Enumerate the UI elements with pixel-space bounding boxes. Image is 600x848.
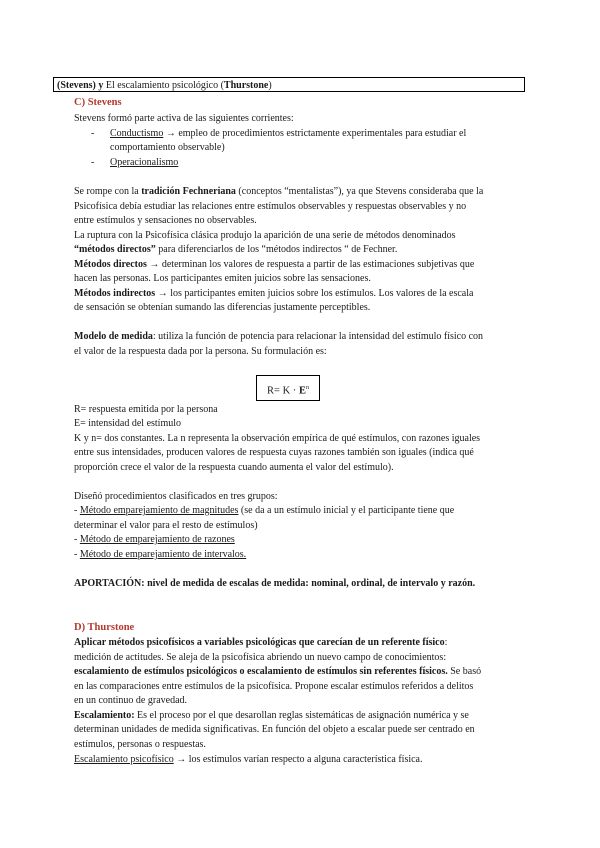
paragraph-line [74, 288, 473, 300]
text: → los participantes emiten juicios sobre los estímulos. Los valores de la escala [155, 288, 474, 299]
text: → determinan los valores de respuesta a partir de las estimaciones subjetivas que [146, 259, 475, 270]
paragraph-line: La ruptura con la Psicofísica clásica produjo la aparición de una serie de métodos denominados [74, 230, 456, 241]
bullet-conductismo-text: → empleo de procedimientos estrictamente experimentales para estudiar el [163, 128, 467, 139]
paragraph-line: Psicofísica debía estudiar las relaciones entre estímulos observables y respuestas observables y no [74, 201, 467, 212]
term-aplicar: Aplicar métodos psicofísicos a variables psicológicas que carecían de un referente físico [74, 637, 445, 648]
paragraph-line [74, 186, 483, 198]
paragraph-line: entre estímulos y sensaciones no observables. [74, 215, 257, 226]
paragraph-line: en un continuo de gravedad. [74, 695, 188, 706]
formula-text: R= K · [267, 385, 299, 397]
paragraph-line: el valor de la respuesta dada por la persona. Su formulación es: [74, 346, 327, 357]
stevens-intro: Stevens formó parte activa de las siguientes corrientes: [74, 113, 294, 124]
paragraph-line [74, 710, 469, 722]
term-metodos-directos: “métodos directos” [74, 244, 156, 255]
definition-k: proporción crece el valor de la respuesta cuando aumenta el valor del estímulo). [74, 462, 394, 473]
section-header [53, 77, 525, 92]
paragraph-line [74, 666, 481, 678]
grupos-intro: Diseñó procedimientos clasificados en tres grupos: [74, 491, 278, 502]
text: (se da a un estímulo inicial y el participante tiene que [238, 505, 455, 516]
paragraph-line [74, 754, 423, 766]
grupo-magnitudes [74, 505, 454, 517]
text: : utiliza la función de potencia para relacionar la intensidad del estímulo físico con [152, 331, 484, 342]
text: : [444, 637, 448, 648]
grupo-intervalos [74, 549, 246, 561]
term-escalamiento-psicofisico: Escalamiento psicofísico [74, 754, 174, 765]
term-escalamiento-estimulos: escalamiento de estímulos psicológicos o escalamiento de estímulos sin referentes físicos. [74, 666, 448, 677]
dash: - [74, 549, 80, 560]
definition-r: R= respuesta emitida por la persona [74, 404, 218, 415]
paragraph-line [74, 244, 397, 256]
bullet-dash: - [91, 128, 95, 139]
formula-e: E [298, 385, 306, 397]
paragraph-line [74, 637, 447, 649]
formula-box [256, 375, 320, 401]
paragraph-line: medición de actitudes. Se aleja de la psicofísica abriendo un nuevo campo de conocimientos: [74, 652, 447, 663]
definition-k: entre sus intensidades, producen valores de respuesta cuyas razones también son iguales (indica qué [74, 447, 474, 458]
text: Se rompe con la [74, 186, 142, 197]
text: Es el proceso por el que desarollan reglas sistemáticas de asignación numérica y se [134, 710, 469, 721]
dash: - [74, 505, 80, 516]
bullet-conductismo [110, 128, 466, 140]
text: Se basó [447, 666, 482, 677]
formula-exponent: n [305, 385, 309, 391]
term-metodos-directos: Métodos directos [74, 259, 147, 270]
definition-k: K y n= dos constantes. La n representa la observación empírica de qué estímulos, con razones iguales [74, 433, 481, 444]
grupo-magnitudes-cont: determinar el valor para el resto de estímulos) [74, 520, 258, 531]
header-text: El escalamiento psicológico ( [103, 80, 224, 91]
heading-thurstone: D) Thurstone [74, 622, 135, 633]
aportacion: APORTACIÓN: nivel de medida de escalas de medida: nominal, ordinal, de intervalo y razón. [74, 578, 476, 589]
paragraph-line [74, 331, 483, 343]
bullet-dash: - [91, 157, 95, 168]
paragraph-line: determinan unidades de medida significativas. En función del objeto a escalar puede ser centrado en [74, 724, 475, 735]
heading-stevens: C) Stevens [74, 97, 122, 108]
paragraph-line [74, 259, 474, 271]
text: para diferenciarlos de los “métodos indirectos “ de Fechner. [155, 244, 398, 255]
term-escalamiento: Escalamiento: [74, 710, 135, 721]
text: (conceptos “mentalistas”), ya que Stevens consideraba que la [235, 186, 484, 197]
bullet-conductismo-cont: comportamiento observable) [110, 142, 225, 153]
term-razones: Método de emparejamiento de razones [79, 534, 235, 545]
dash: - [74, 534, 80, 545]
bullet-operacionalismo: Operacionalismo [110, 157, 179, 168]
term-modelo-medida: Modelo de medida [74, 331, 153, 342]
header-close: ) [268, 80, 272, 91]
header-thurstone: Thurstone [223, 80, 269, 91]
paragraph-line: hacen las personas. Los participantes emiten juicios sobre las sensaciones. [74, 273, 371, 284]
text: → los estímulos varían respecto a alguna característica física. [173, 754, 423, 765]
term-intervalos: Método de emparejamiento de intervalos. [79, 549, 247, 560]
term-fechneriana: tradición Fechneriana [141, 186, 236, 197]
grupo-razones [74, 534, 235, 546]
paragraph-line: de sensación se obtenían sumando las diferencias justamente perceptibles. [74, 302, 371, 313]
term-metodos-indirectos: Métodos indirectos [74, 288, 156, 299]
header-stevens: (Stevens) y [57, 80, 104, 91]
paragraph-line: en las comparaciones entre estímulos de la psicofísica. Propone escalar estímulos referidos a delitos [74, 681, 474, 692]
term-conductismo: Conductismo [110, 128, 164, 139]
term-magnitudes: Método emparejamiento de magnitudes [79, 505, 239, 516]
paragraph-line: estímulos, personas o respuestas. [74, 739, 206, 750]
definition-e: E= intensidad del estímulo [74, 418, 182, 429]
